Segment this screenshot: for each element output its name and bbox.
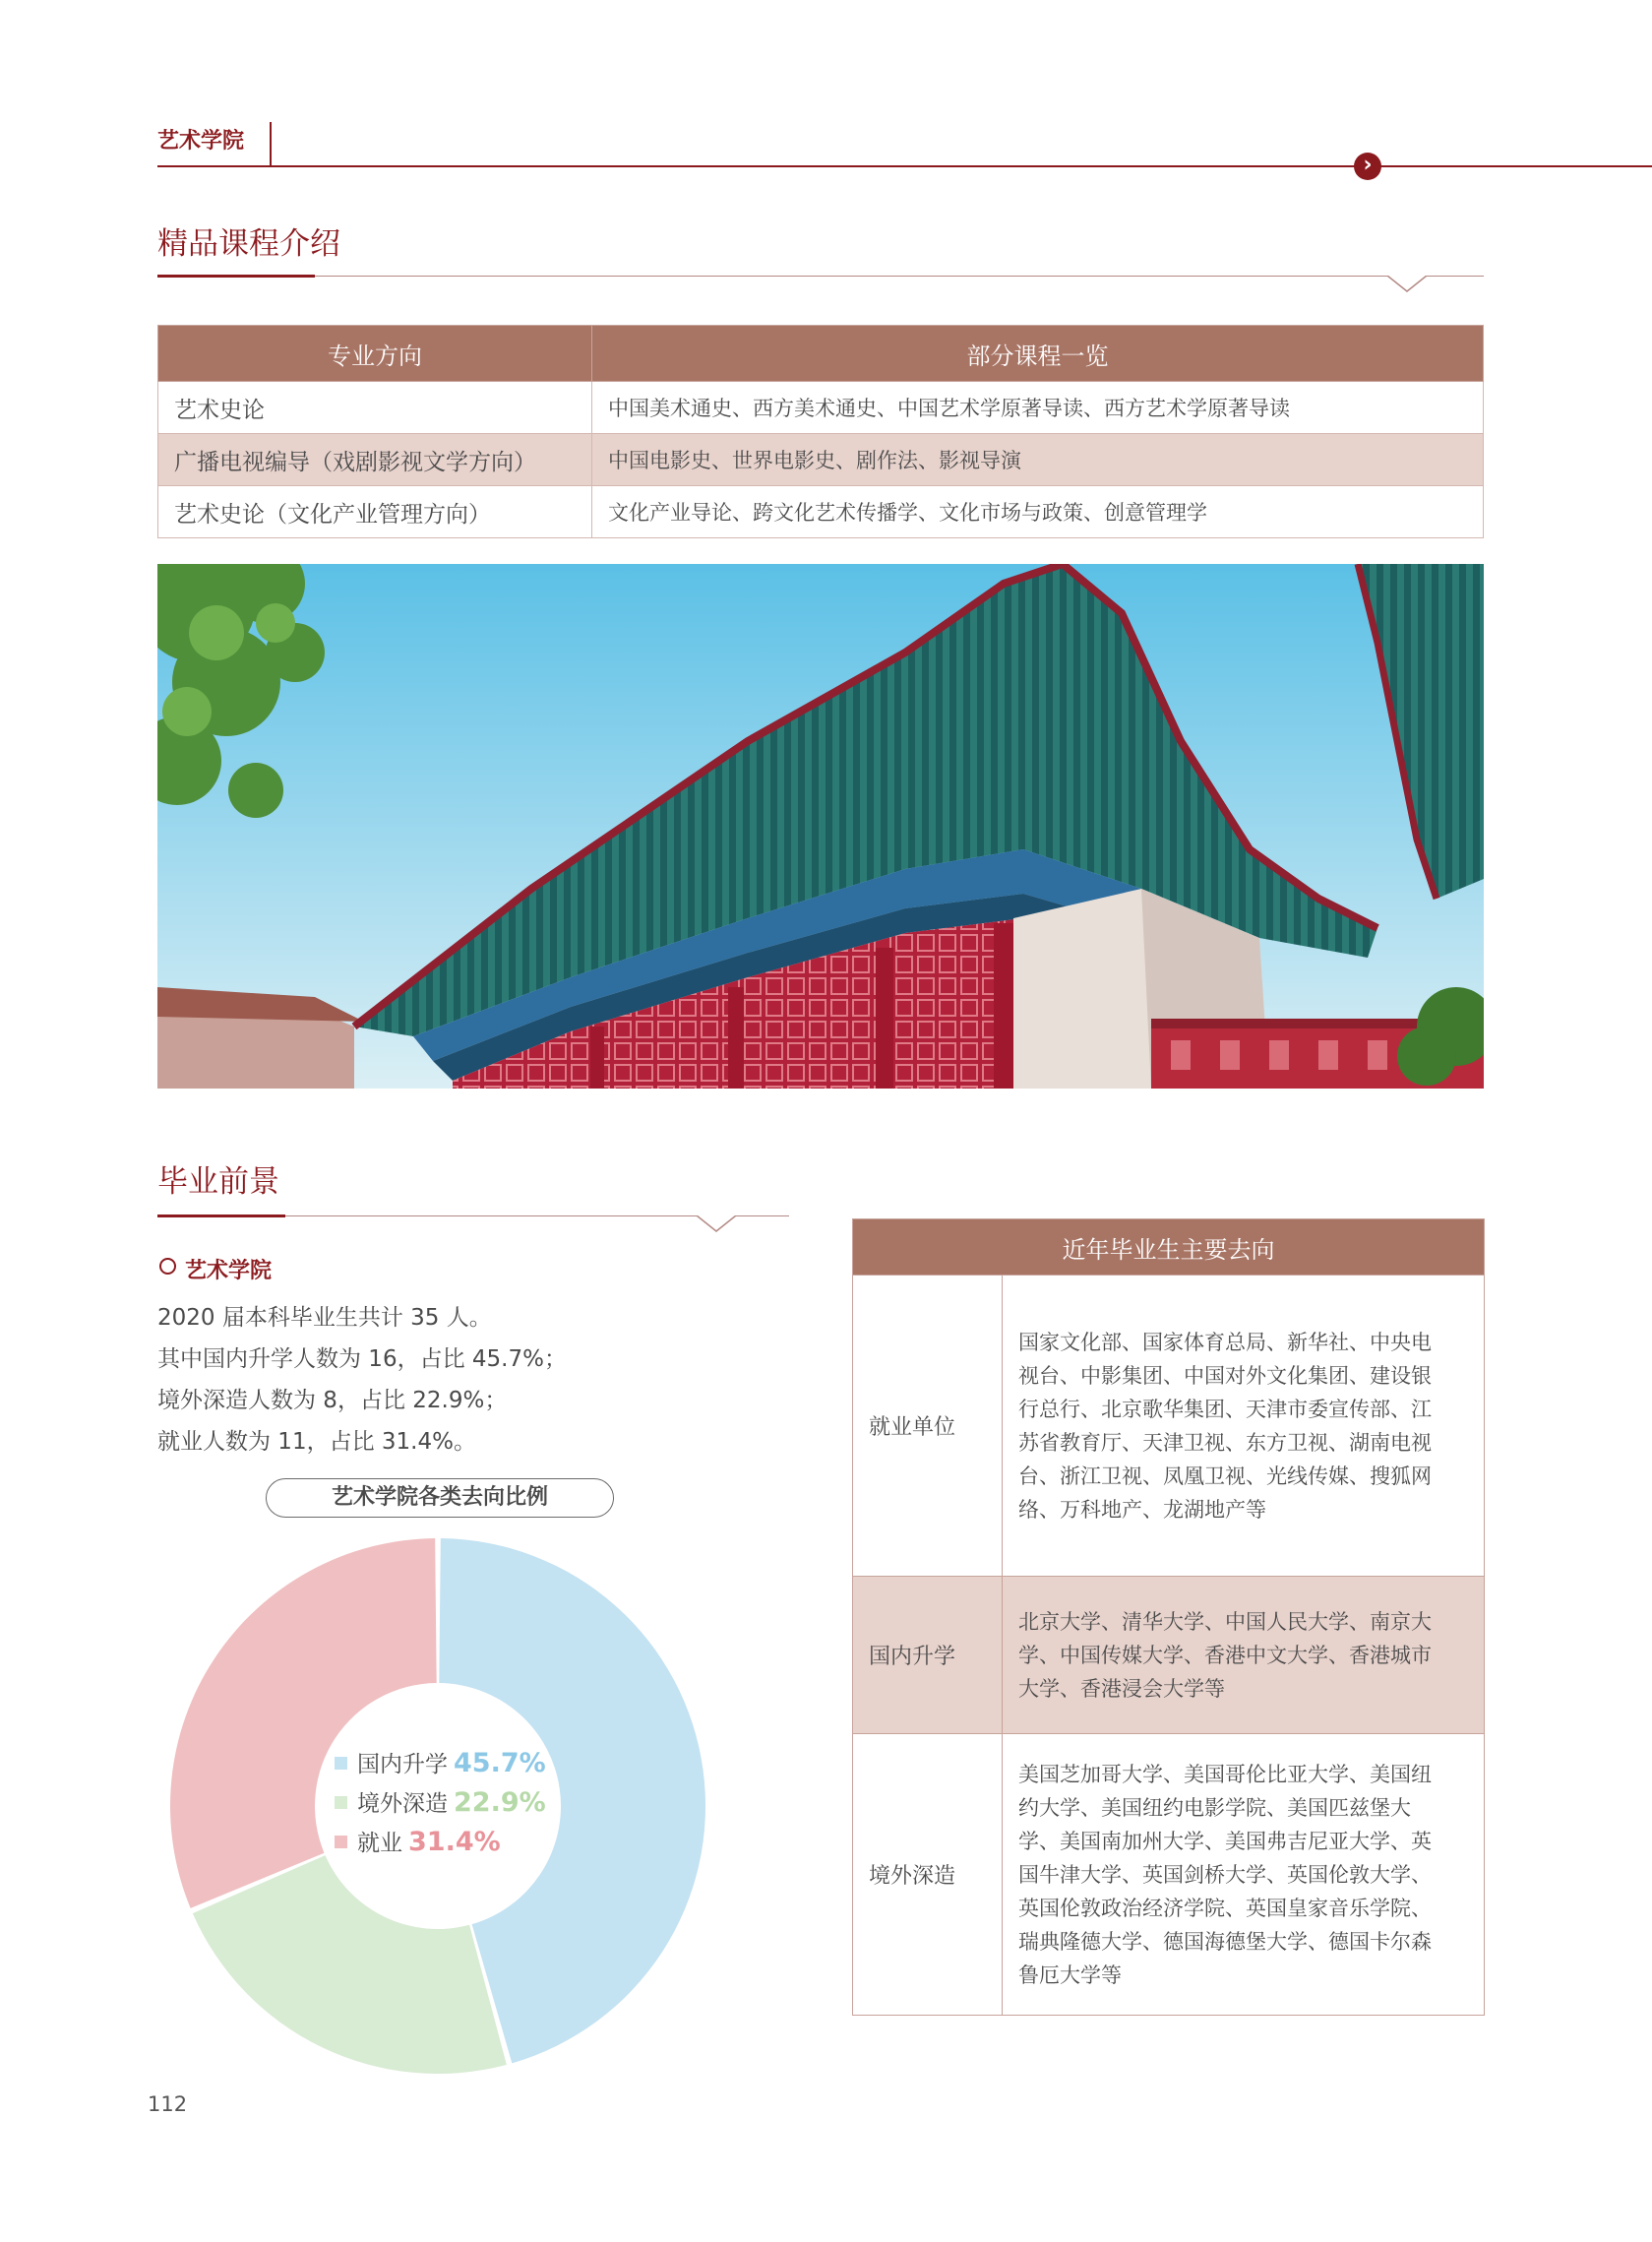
destination-line: 络、万科地产、龙湖地产等 — [1018, 1497, 1266, 1522]
destinations-title: 近年毕业生主要去向 — [853, 1219, 1485, 1276]
stat-line: 2020 届本科毕业生共计 35 人。 — [157, 1305, 492, 1331]
graduation-section-title: 毕业前景 — [157, 1164, 279, 1200]
destination-line: 约大学、美国纽约电影学院、美国匹兹堡大 — [1018, 1795, 1411, 1820]
legend-item — [335, 1746, 546, 1778]
legend-item — [335, 1825, 501, 1857]
page-number: 112 — [148, 2092, 188, 2116]
stat-line: 就业人数为 11，占比 31.4%。 — [157, 1429, 476, 1455]
legend-swatch-icon — [335, 1796, 347, 1809]
pie-slice-2 — [193, 1855, 507, 2074]
destination-line: 学、中国传媒大学、香港中文大学、香港城市 — [1018, 1643, 1432, 1667]
destination-value — [1003, 1577, 1485, 1734]
course-major: 艺术史论 — [158, 382, 592, 434]
legend-label: 境外深造 — [357, 1791, 448, 1817]
destination-line: 国牛津大学、英国剑桥大学、英国伦敦大学、 — [1018, 1862, 1432, 1887]
stat-line: 境外深造人数为 8，占比 22.9%； — [157, 1388, 508, 1413]
destinations-table — [852, 1218, 1485, 2016]
destination-line: 鲁厄大学等 — [1018, 1962, 1122, 1987]
chevron-right-icon: › — [1354, 153, 1381, 180]
destination-line: 美国芝加哥大学、美国哥伦比亚大学、美国纽 — [1018, 1762, 1432, 1786]
courses-section-rule — [157, 276, 1484, 277]
courses-section-title: 精品课程介绍 — [157, 226, 340, 262]
courses-header-major: 专业方向 — [158, 326, 592, 382]
destination-value — [1003, 1276, 1485, 1577]
table-row — [853, 1734, 1485, 2016]
destination-line: 大学、香港浸会大学等 — [1018, 1676, 1225, 1701]
header-divider — [270, 122, 272, 167]
table-row — [158, 434, 1484, 486]
campus-building-photo — [157, 564, 1484, 1089]
destination-value — [1003, 1734, 1485, 2016]
course-list: 中国电影史、世界电影史、剧作法、影视导演 — [592, 434, 1484, 486]
graduation-section-accent — [157, 1214, 285, 1217]
legend-value: 45.7% — [454, 1748, 546, 1778]
legend-swatch-icon — [335, 1757, 347, 1770]
chart-title: 艺术学院各类去向比例 — [266, 1478, 614, 1518]
destination-line: 瑞典隆德大学、德国海德堡大学、德国卡尔森 — [1018, 1929, 1432, 1954]
destination-line: 英国伦敦政治经济学院、英国皇家音乐学院、 — [1018, 1896, 1432, 1920]
destination-line: 国家文化部、国家体育总局、新华社、中央电 — [1018, 1330, 1432, 1354]
course-major: 艺术史论（文化产业管理方向） — [158, 486, 592, 538]
courses-table — [157, 325, 1484, 538]
destination-line: 北京大学、清华大学、中国人民大学、南京大 — [1018, 1609, 1432, 1634]
destination-line: 行总行、北京歌华集团、天津市委宣传部、江 — [1018, 1397, 1432, 1421]
table-row — [158, 486, 1484, 538]
college-name: 艺术学院 — [185, 1259, 273, 1283]
courses-section-notch — [1387, 276, 1427, 295]
courses-section-accent — [157, 275, 315, 278]
circle-bullet-icon — [159, 1258, 176, 1275]
destination-line: 视台、中影集团、中国对外文化集团、建设银 — [1018, 1363, 1432, 1388]
table-row — [853, 1577, 1485, 1734]
course-major: 广播电视编导（戏剧影视文学方向） — [158, 434, 592, 486]
destination-key: 国内升学 — [853, 1577, 1003, 1734]
destination-line: 台、浙江卫视、凤凰卫视、光线传媒、搜狐网 — [1018, 1464, 1432, 1488]
header-title: 艺术学院 — [157, 129, 245, 154]
destination-key: 境外深造 — [853, 1734, 1003, 2016]
legend-label: 国内升学 — [357, 1752, 448, 1777]
legend-value: 31.4% — [408, 1827, 501, 1857]
header-rule — [157, 165, 1652, 167]
course-list: 中国美术通史、西方美术通史、中国艺术学原著导读、西方艺术学原著导读 — [592, 382, 1484, 434]
legend-label: 就业 — [357, 1831, 402, 1856]
table-row — [158, 382, 1484, 434]
destination-key: 就业单位 — [853, 1276, 1003, 1577]
legend-item — [335, 1785, 546, 1818]
course-list: 文化产业导论、跨文化艺术传播学、文化市场与政策、创意管理学 — [592, 486, 1484, 538]
legend-swatch-icon — [335, 1836, 347, 1848]
graduation-section-notch — [697, 1215, 736, 1235]
destination-line: 苏省教育厅、天津卫视、东方卫视、湖南电视 — [1018, 1430, 1432, 1455]
stat-line: 其中国内升学人数为 16，占比 45.7%； — [157, 1346, 567, 1372]
table-row — [853, 1276, 1485, 1577]
legend-value: 22.9% — [454, 1787, 546, 1818]
destination-line: 学、美国南加州大学、美国弗吉尼亚大学、英 — [1018, 1829, 1432, 1853]
courses-header-list: 部分课程一览 — [592, 326, 1484, 382]
